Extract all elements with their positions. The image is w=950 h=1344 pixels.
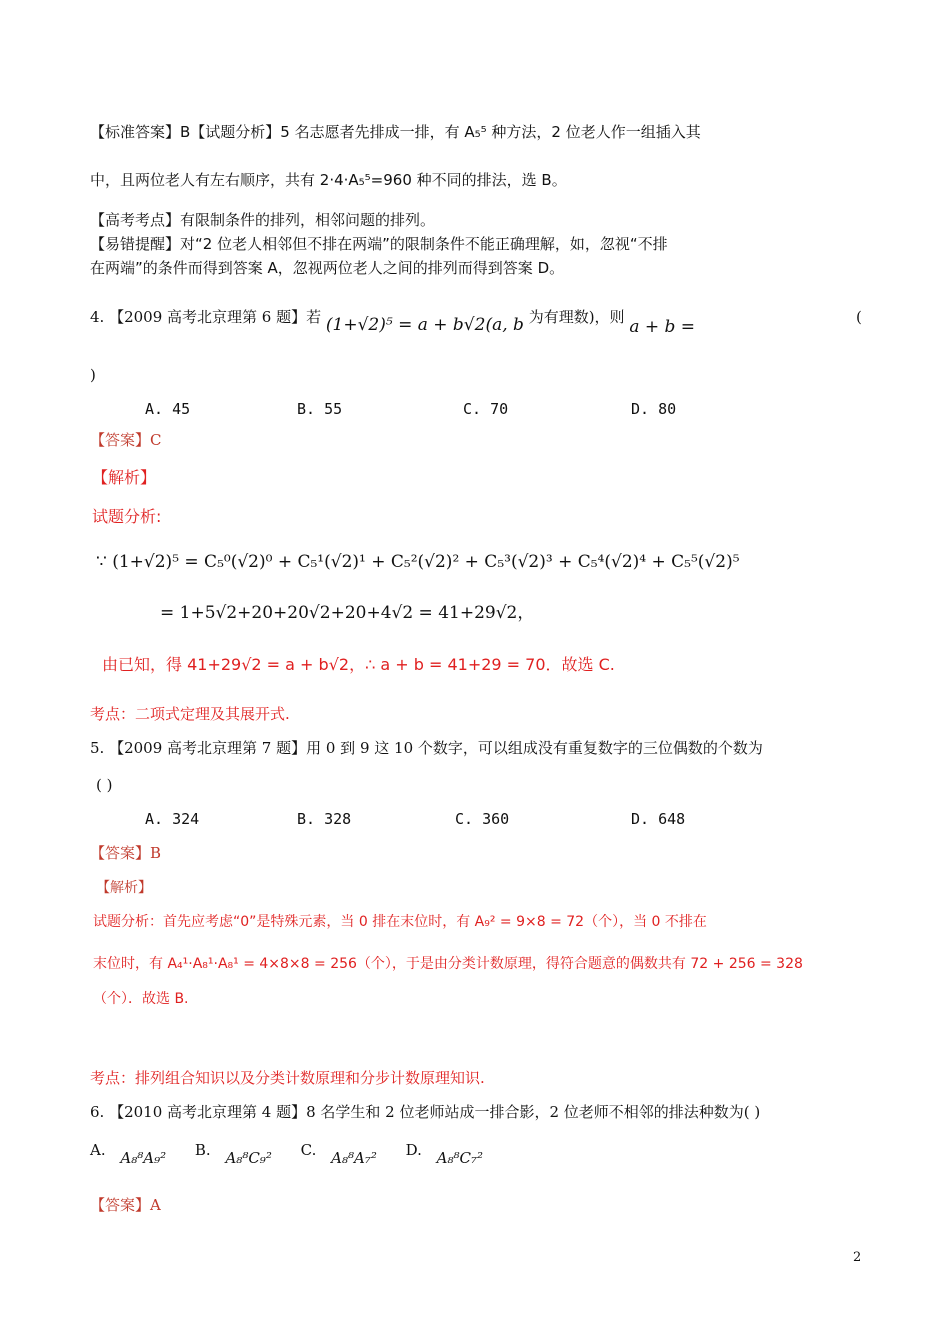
q5-option-a: A. 324 <box>145 810 200 828</box>
q5-exam-point: 考点：排列组合知识以及分类计数原理和分步计数原理知识. <box>90 1069 485 1087</box>
q4-jiexi-heading: 【解析】 <box>92 468 157 487</box>
q4-expansion-line1: ∵ (1+√2)⁵ = C₅⁰(√2)⁰ + C₅¹(√2)¹ + C₅²(√2)² + C₅³(√2)³ + C₅⁴(√2)⁴ + C₅⁵(√2)⁵ <box>96 552 740 572</box>
q4-stem-text: 4. 【2009 高考北京理第 6 题】若 <box>90 308 322 326</box>
q5-option-b: B. 328 <box>297 810 352 828</box>
q5-analysis-line3: （个）．故选 B. <box>93 991 189 1007</box>
q4-formula: (1+√2)⁵ = a + b√2(a, b <box>325 315 524 335</box>
q6-stem: 6. 【2010 高考北京理第 4 题】8 名学生和 2 位老师站成一排合影，2 位老师不相邻的排法种数为( ) <box>90 1103 761 1121</box>
q4-option-b: B. 55 <box>297 400 343 418</box>
q6-option-a-label: A. <box>90 1141 106 1159</box>
q4-ask: a + b = <box>629 317 696 337</box>
q5-analysis-line2: 末位时，有 A₄¹·A₈¹·A₈¹ = 4×8×8 = 256（个），于是由分类计数原理，得符合题意的偶数共有 72 + 256 = 328 <box>93 956 803 972</box>
q6-option-b-expr: A₈⁸C₉² <box>225 1149 272 1167</box>
q5-option-d: D. 648 <box>631 810 686 828</box>
q6-answer: 【答案】A <box>90 1196 161 1214</box>
q6-option-c-label: C. <box>300 1141 317 1159</box>
q6-option-c-expr: A₈⁸A₇² <box>331 1149 377 1167</box>
q4-stem <box>90 307 696 337</box>
q5-analysis-line1: 试题分析：首先应考虑“0”是特殊元素，当 0 排在末位时，有 A₉² = 9×8 = 72（个），当 0 不排在 <box>93 914 707 930</box>
q4-stem-tail: 为有理数)，则 <box>528 308 625 326</box>
q4-exam-point: 考点：二项式定理及其展开式. <box>90 705 290 723</box>
q3-mistake-tip-line2: 在两端”的条件而得到答案 A，忽视两位老人之间的排列而得到答案 D。 <box>90 259 565 277</box>
page-number: 2 <box>853 1250 862 1265</box>
q4-option-a: A. 45 <box>145 400 191 418</box>
q3-analysis-line1: 【标准答案】B【试题分析】5 名志愿者先排成一排，有 A₅⁵ 种方法，2 位老人作一组插入其 <box>90 123 701 141</box>
q6-options <box>90 1140 484 1167</box>
q4-expansion-line2: = 1+5√2+20+20√2+20+4√2 = 41+29√2， <box>160 603 535 623</box>
q5-answer: 【答案】B <box>90 844 162 862</box>
q6-option-d-label: D. <box>405 1141 422 1159</box>
q5-stem: 5. 【2009 高考北京理第 7 题】用 0 到 9 这 10 个数字，可以组成没有重复数字的三位偶数的个数为 <box>90 739 763 757</box>
q3-analysis-line2: 中，且两位老人有左右顺序，共有 2·4·A₅⁵=960 种不同的排法，选 B。 <box>90 171 567 189</box>
q4-paren-open: ( <box>856 308 862 326</box>
q5-paren: ( ) <box>96 776 113 794</box>
q4-conclusion: 由已知，得 41+29√2 = a + b√2，∴ a + b = 41+29 = 70．故选 C. <box>102 655 615 674</box>
q4-analysis-label: 试题分析: <box>92 507 162 526</box>
q5-jiexi-heading: 【解析】 <box>96 880 152 896</box>
q3-mistake-tip-line1: 【易错提醒】对“2 位老人相邻但不排在两端”的限制条件不能正确理解，如，忽视“不排 <box>90 235 668 253</box>
q3-exam-point: 【高考考点】有限制条件的排列，相邻问题的排列。 <box>90 211 436 229</box>
q4-option-c: C. 70 <box>463 400 509 418</box>
q4-option-d: D. 80 <box>631 400 677 418</box>
q6-option-a-expr: A₈⁸A₉² <box>120 1149 167 1167</box>
q6-option-b-label: B. <box>194 1141 211 1159</box>
q4-answer: 【答案】C <box>90 431 162 449</box>
q5-option-c: C. 360 <box>455 810 510 828</box>
q6-option-d-expr: A₈⁸C₇² <box>436 1149 484 1167</box>
q4-paren-close: ) <box>90 366 96 384</box>
